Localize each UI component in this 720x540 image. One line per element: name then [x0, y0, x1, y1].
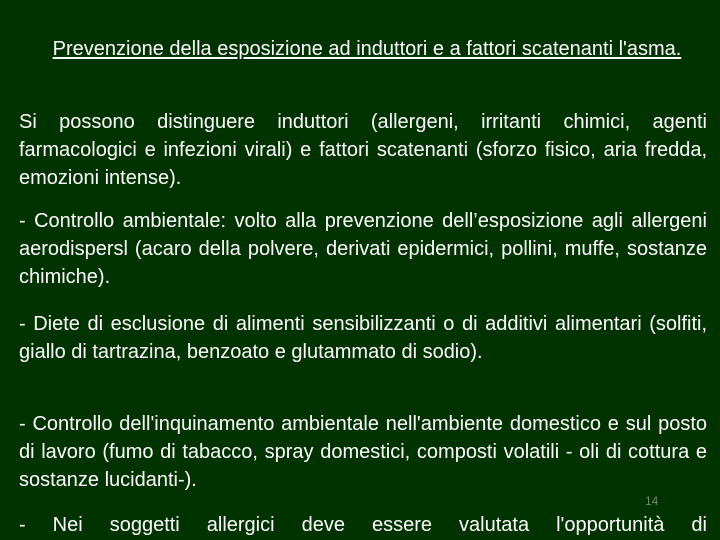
- paragraph-environmental-control: - Controllo ambientale: volto alla prevenzione dell’esposizione agli allergeni aerodispersl (acaro della polvere, derivati epidermici, pollini, muffe, sostanze chimiche).: [19, 210, 707, 288]
- paragraph-exclusion-diets: - Diete di esclusione di alimenti sensibilizzanti o di additivi alimentari (solfiti, giallo di tartrazina, benzoato e glutammato di sodio).: [19, 313, 707, 363]
- paragraph-inducers: Si possono distinguere induttori (allergeni, irritanti chimici, agenti farmacologici e infezioni virali) e fattori scatenanti (sforzo fisico, aria fredda, emozioni intense).: [19, 111, 707, 189]
- paragraph-allergic-subjects: - Nei soggetti allergici deve essere valutata l'opportunità di: [19, 514, 707, 536]
- slide-title: Prevenzione della esposizione ad induttori e a fattori scatenanti l'asma.: [52, 38, 682, 60]
- paragraph-pollution-control: - Controllo dell'inquinamento ambientale nell'ambiente domestico e sul posto di lavoro (fumo di tabacco, spray domestici, composti volatili - oli di cottura e sostanze lucidanti-).: [19, 413, 707, 491]
- page-number: 14: [645, 494, 659, 508]
